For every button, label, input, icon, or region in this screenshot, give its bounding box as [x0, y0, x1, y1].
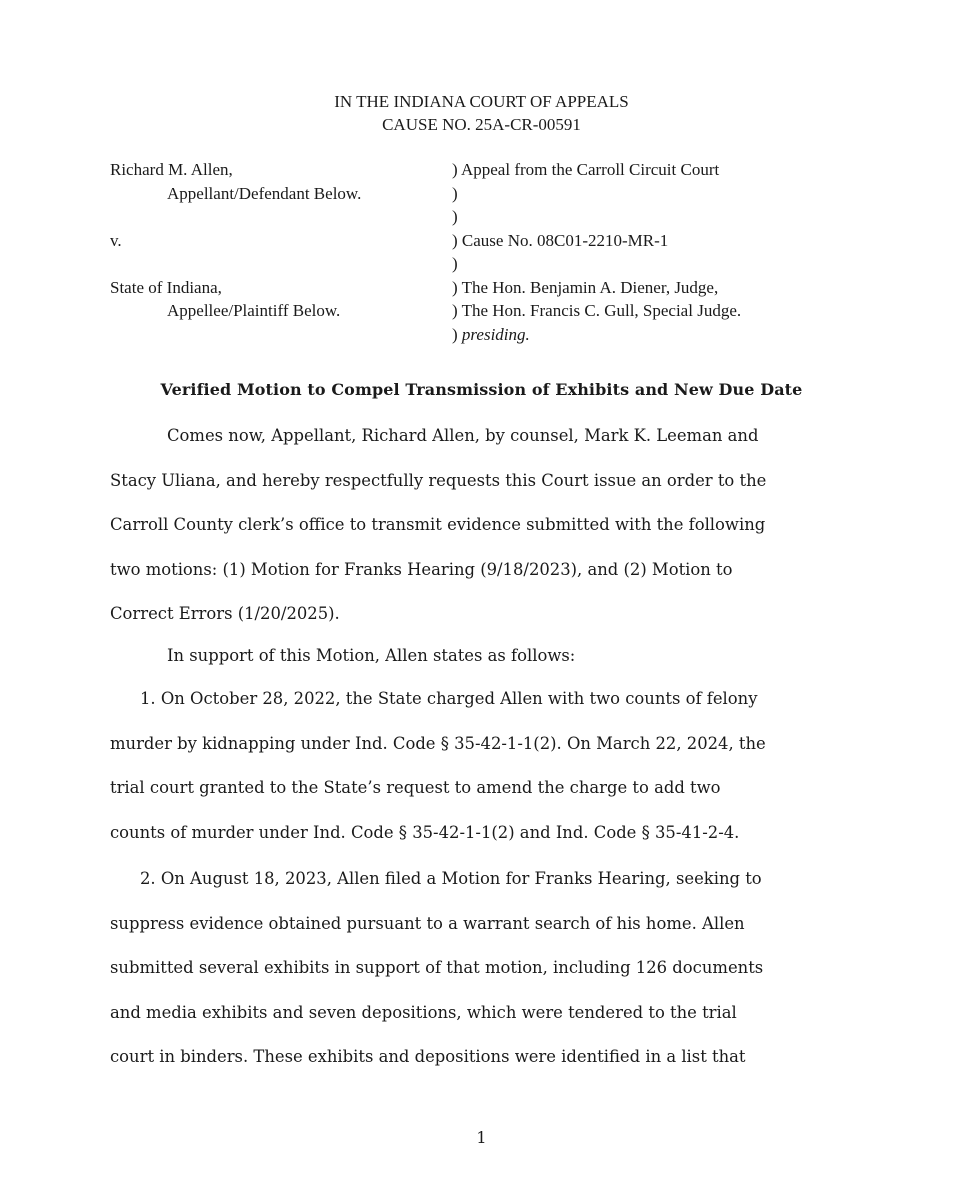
- caption-detail: ): [452, 254, 458, 273]
- caption-detail: [452, 323, 530, 347]
- court-name: IN THE INDIANA COURT OF APPEALS: [334, 92, 629, 111]
- paragraph-line: In support of this Motion, Allen states as follows:: [167, 646, 576, 665]
- paragraph-line: and media exhibits and seven depositions, which were tendered to the trial: [110, 1002, 737, 1022]
- paragraph-line: suppress evidence obtained pursuant to a warrant search of his home. Allen: [110, 913, 745, 933]
- paragraph-line: 1. On October 28, 2022, the State charged Allen with two counts of felony: [140, 689, 758, 708]
- paragraph-line: two motions: (1) Motion for Franks Hearing (9/18/2023), and (2) Motion to: [110, 559, 733, 579]
- paragraph-line: Stacy Uliana, and hereby respectfully requests this Court issue an order to the: [110, 470, 767, 490]
- paragraph-line: counts of murder under Ind. Code § 35-42-1-1(2) and Ind. Code § 35-41-2-4.: [110, 822, 740, 842]
- paragraph-line: Comes now, Appellant, Richard Allen, by counsel, Mark K. Leeman and: [167, 426, 759, 445]
- caption-party: Richard M. Allen,: [110, 160, 233, 179]
- caption-detail: ): [452, 183, 458, 203]
- paragraph-line: submitted several exhibits in support of that motion, including 126 documents: [110, 958, 764, 977]
- caption-row: [110, 158, 870, 182]
- paragraph-line: trial court granted to the State’s request to amend the charge to add two: [110, 778, 721, 797]
- caption-row: [110, 182, 870, 206]
- caption-party-role: Appellee/Plaintiff Below.: [167, 301, 341, 320]
- intro-paragraph: [110, 414, 855, 637]
- cause-number: CAUSE NO. 25A-CR-00591: [382, 115, 581, 134]
- page-number: 1: [476, 1128, 487, 1147]
- numbered-item-2: [110, 857, 855, 1080]
- caption-detail: ) The Hon. Benjamin A. Diener, Judge,: [452, 277, 719, 297]
- caption-detail: ) Cause No. 08C01-2210-MR-1: [452, 230, 669, 250]
- caption-detail: ) The Hon. Francis C. Gull, Special Judge.: [452, 301, 742, 320]
- paragraph-line: 2. On August 18, 2023, Allen filed a Motion for Franks Hearing, seeking to: [140, 869, 762, 888]
- paragraph-line: Carroll County clerk’s office to transmit evidence submitted with the following: [110, 515, 766, 534]
- numbered-item-1: [110, 677, 855, 855]
- paragraph-line: Correct Errors (1/20/2025).: [110, 604, 340, 623]
- paragraph-line: court in binders. These exhibits and depositions were identified in a list that: [110, 1047, 746, 1066]
- caption-row: [110, 252, 870, 276]
- caption-row: [110, 299, 870, 323]
- caption-party-role: Appellant/Defendant Below.: [167, 183, 362, 203]
- motion-title: Verified Motion to Compel Transmission of Exhibits and New Due Date: [160, 380, 803, 399]
- caption-row: [110, 205, 870, 229]
- case-caption: [110, 158, 870, 346]
- caption-bracket: ): [452, 324, 458, 344]
- caption-versus: v.: [110, 230, 122, 250]
- court-header: [0, 90, 963, 136]
- caption-detail: ) Appeal from the Carroll Circuit Court: [452, 160, 720, 179]
- caption-row: [110, 323, 870, 347]
- caption-detail: ): [452, 207, 458, 226]
- caption-row: [110, 229, 870, 253]
- paragraph-line: murder by kidnapping under Ind. Code § 35-42-1-1(2). On March 22, 2024, the: [110, 733, 766, 753]
- support-paragraph: [110, 634, 855, 679]
- caption-party: State of Indiana,: [110, 277, 222, 297]
- caption-presiding: presiding.: [461, 324, 530, 344]
- caption-row: [110, 276, 870, 300]
